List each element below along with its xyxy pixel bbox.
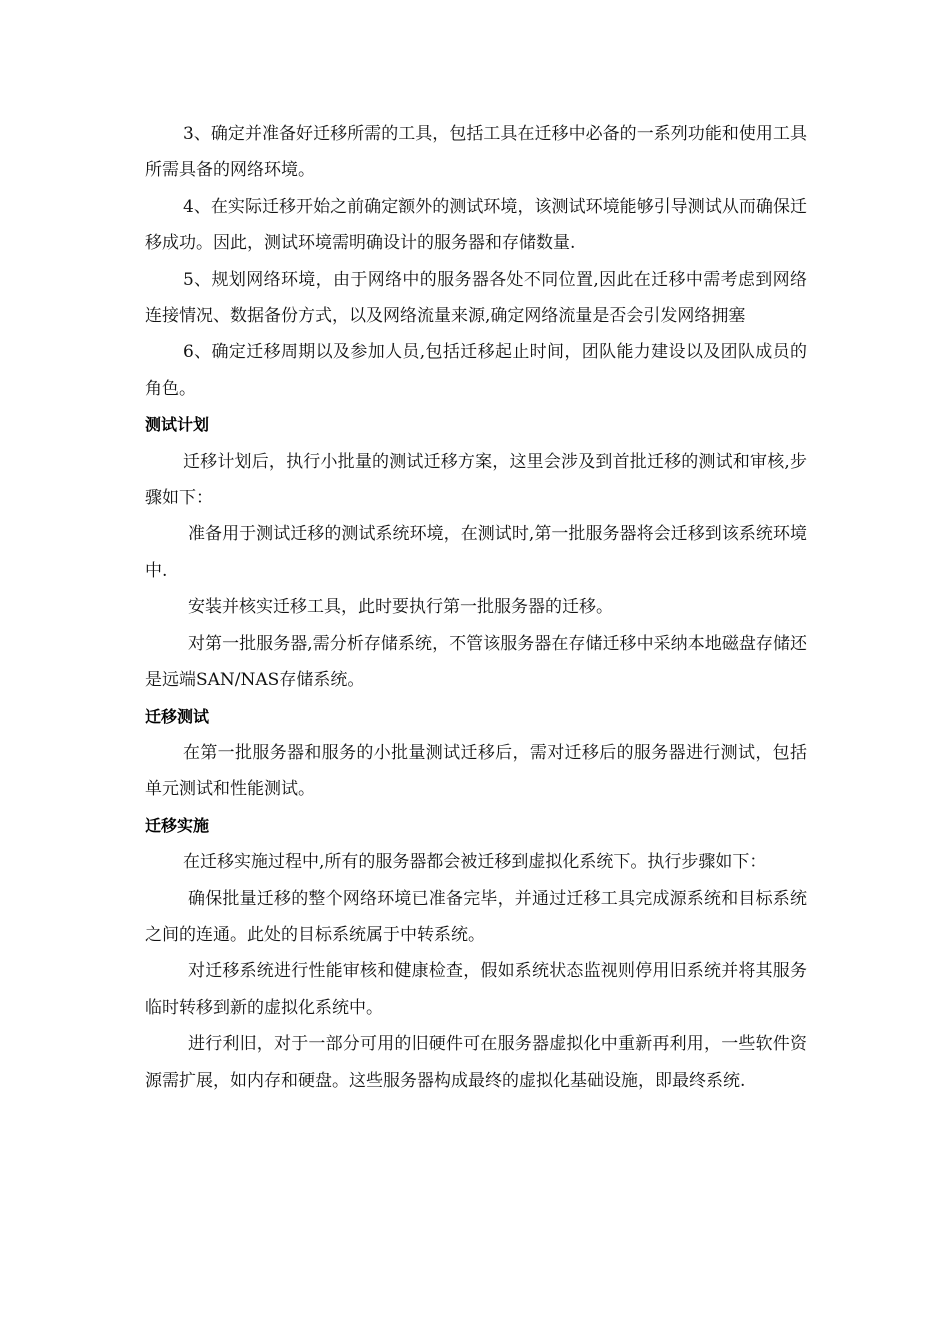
heading-test-plan: 测试计划 — [145, 415, 210, 435]
paragraph-impl-step-reuse: 进行利旧，对于一部分可用的旧硬件可在服务器虚拟化中重新再利用，一些软件资源需扩展，如内存和硬盘。这些服务器构成最终的虚拟化基础设施，即最终系统. — [145, 1034, 807, 1091]
paragraph-test-step-prepare: 准备用于测试迁移的测试系统环境，在测试时,第一批服务器将会迁移到该系统环境中. — [145, 524, 807, 581]
paragraph-test-plan-intro: 迁移计划后，执行小批量的测试迁移方案，这里会涉及到首批迁移的测试和审核,步骤如下： — [145, 451, 807, 509]
paragraph-impl-step-health-check: 对迁移系统进行性能审核和健康检查，假如系统状态监视则停用旧系统并将其服务临时转移到新的虚拟化系统中。 — [145, 961, 807, 1018]
paragraph-test-step-storage: 对第一批服务器,需分析存储系统，不管该服务器在存储迁移中采纳本地磁盘存储还是远端SAN/NAS存储系统。 — [145, 633, 807, 691]
paragraph-test-environment: 4、在实际迁移开始之前确定额外的测试环境，该测试环境能够引导测试从而确保迁移成功。因此，测试环境需明确设计的服务器和存储数量. — [145, 196, 807, 254]
heading-migration-test: 迁移测试 — [145, 706, 210, 726]
paragraph-migration-schedule: 6、确定迁移周期以及参加人员,包括迁移起止时间，团队能力建设以及团队成员的角色。 — [145, 342, 807, 399]
document-page — [145, 116, 807, 1099]
paragraph-impl-step-network: 确保批量迁移的整个网络环境已准备完毕，并通过迁移工具完成源系统和目标系统之间的连通。此处的目标系统属于中转系统。 — [145, 888, 807, 945]
paragraph-tools: 3、确定并准备好迁移所需的工具，包括工具在迁移中必备的一系列功能和使用工具所需具备的网络环境。 — [145, 124, 807, 181]
paragraph-test-step-install: 安装并核实迁移工具，此时要执行第一批服务器的迁移。 — [188, 597, 613, 618]
paragraph-network-planning: 5、规划网络环境，由于网络中的服务器各处不同位置,因此在迁移中需考虑到网络连接情况、数据备份方式，以及网络流量来源,确定网络流量是否会引发网络拥塞 — [145, 269, 807, 327]
paragraph-implementation-intro: 在迁移实施过程中,所有的服务器都会被迁移到虚拟化系统下。执行步骤如下： — [183, 852, 767, 873]
paragraph-migration-test: 在第一批服务器和服务的小批量测试迁移后，需对迁移后的服务器进行测试，包括单元测试和性能测试。 — [145, 742, 807, 800]
heading-migration-implementation: 迁移实施 — [145, 815, 210, 835]
